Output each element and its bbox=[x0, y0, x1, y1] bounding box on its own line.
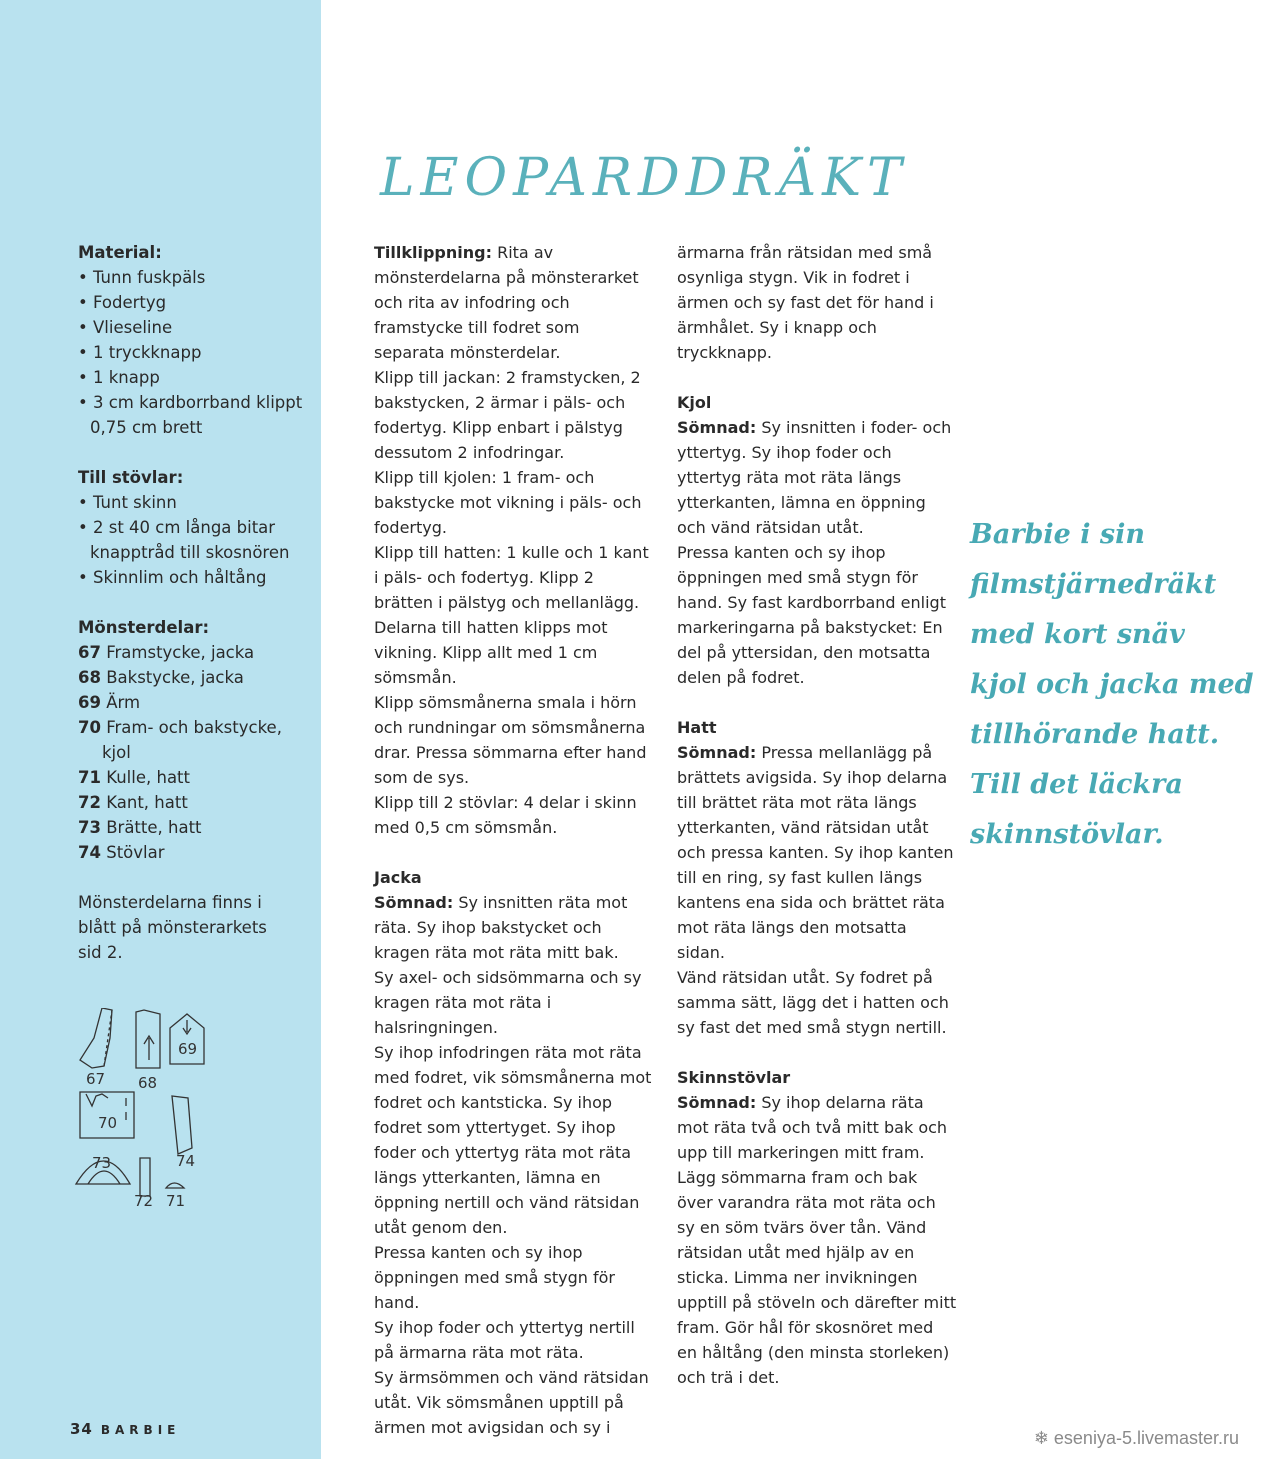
list-item: 69 Ärm bbox=[78, 693, 141, 712]
diagram-label: 70 bbox=[98, 1114, 118, 1132]
list-item: • 2 st 40 cm långa bitar knapptråd till skosnören bbox=[78, 515, 308, 565]
pattern-piece-71 bbox=[166, 1183, 184, 1188]
page-footer bbox=[70, 1420, 180, 1438]
diagram-label: 72 bbox=[134, 1192, 154, 1210]
quote-line: Barbie i sin bbox=[970, 519, 1145, 550]
paragraph: Sömnad: Sy insnitten räta mot räta. Sy ihop bakstycket och kragen räta mot räta mitt bak. bbox=[374, 893, 628, 962]
diagram-label: 69 bbox=[178, 1040, 198, 1058]
diagram-label: 73 bbox=[92, 1154, 112, 1172]
watermark: ❄ eseniya-5.livemaster.ru bbox=[1033, 1428, 1239, 1448]
book-title: BARBIE bbox=[100, 1423, 181, 1437]
instructions-column-1 bbox=[374, 240, 654, 1440]
materials-block bbox=[78, 240, 308, 440]
diagram-label: 68 bbox=[138, 1074, 158, 1092]
paragraph: Sömnad: Sy insnitten i foder- och yttertyg. Sy ihop foder och yttertyg räta mot räta längs ytterkanten, lämna en öppning och vänd rätsidan utåt. bbox=[677, 418, 952, 537]
parts-block bbox=[78, 615, 308, 865]
list-item: • Vlieseline bbox=[78, 315, 308, 340]
pull-quote bbox=[970, 510, 1254, 860]
paragraph: Klipp till kjolen: 1 fram- och bakstycke mot vikning i päls- och fodertyg. bbox=[374, 468, 642, 537]
paragraph: Sy ihop infodringen räta mot räta med fodret, vik sömsmånerna mot fodret och kantsticka. Sy ihop fodret som yttertyget. Sy ihop foder och yttertyg räta mot räta längs ytterkanten, lämna en öppning nertill och vänd rätsidan utåt genom den. bbox=[374, 1043, 652, 1237]
paragraph: Klipp sömsmånerna smala i hörn och rundningar om sömsmånerna drar. Pressa sömmarna efter hand som de sys. bbox=[374, 693, 647, 787]
materials-list bbox=[78, 265, 308, 440]
page-title: LEOPARDDRÄKT bbox=[380, 148, 908, 208]
list-item: • 1 knapp bbox=[78, 365, 308, 390]
paragraph: Pressa kanten och sy ihop öppningen med små stygn för hand. Sy fast kardborrband enligt markeringarna på bakstycket: En del på yttersidan, den motsatta delen på fodret. bbox=[677, 543, 946, 687]
paragraph: Vänd rätsidan utåt. Sy fodret på samma sätt, lägg det i hatten och sy fast det med små stygn nertill. bbox=[677, 968, 949, 1037]
page-number: 34 bbox=[70, 1420, 93, 1438]
list-item: 71 Kulle, hatt bbox=[78, 768, 190, 787]
diagram-label: 71 bbox=[166, 1192, 186, 1210]
pattern-note: Mönsterdelarna finns i blått på mönsterarkets sid 2. bbox=[78, 893, 267, 962]
paragraph: Tillklippning: Rita av mönsterdelarna på mönsterarket och rita av infodring och framstycke till fodret som separata mönsterdelar. bbox=[374, 243, 639, 362]
quote-line: skinnstövlar. bbox=[970, 819, 1164, 850]
paragraph: Klipp till jackan: 2 framstycken, 2 bakstycken, 2 ärmar i päls- och fodertyg. Klipp enbart i pälstyg dessutom 2 infodringar. bbox=[374, 368, 641, 462]
paragraph: Sy axel- och sidsömmarna och sy kragen räta mot räta i halsringningen. bbox=[374, 968, 642, 1037]
list-item: 67 Framstycke, jacka bbox=[78, 643, 255, 662]
list-item: 72 Kant, hatt bbox=[78, 793, 188, 812]
pattern-piece-68 bbox=[136, 1010, 160, 1068]
diagram-label: 74 bbox=[176, 1152, 196, 1170]
list-item: 74 Stövlar bbox=[78, 843, 165, 862]
paragraph: Sömnad: Pressa mellanlägg på brättets avigsida. Sy ihop delarna till brättet räta mot räta längs ytterkanten, vänd rätsidan utåt och pressa kanten. Sy ihop kanten till en ring, sy fast kullen längs kantens ena sida och brättet räta mot räta längs den motsatta sidan. bbox=[677, 743, 954, 962]
quote-line: kjol och jacka med bbox=[970, 669, 1254, 700]
instructions-column-2 bbox=[677, 240, 957, 1390]
section-heading-skinnstovlar: Skinnstövlar bbox=[677, 1068, 791, 1087]
section-heading-kjol: Kjol bbox=[677, 393, 712, 412]
paragraph: Sy ärmsömmen och vänd rätsidan utåt. Vik sömsmånen upptill på ärmen mot avigsidan och sy i bbox=[374, 1368, 649, 1437]
list-item: • Skinnlim och håltång bbox=[78, 565, 308, 590]
section-heading-jacka: Jacka bbox=[374, 868, 422, 887]
snowflake-icon: ❄ bbox=[1033, 1428, 1054, 1448]
paragraph: Sy ihop foder och yttertyg nertill på ärmarna räta mot räta. bbox=[374, 1318, 635, 1362]
pattern-diagram bbox=[74, 1008, 234, 1218]
materials-heading: Material: bbox=[78, 243, 162, 262]
diagram-label: 67 bbox=[86, 1070, 106, 1088]
list-item: 70 Fram- och bakstycke, bbox=[78, 718, 282, 737]
list-item: • Tunt skinn bbox=[78, 490, 308, 515]
boots-block bbox=[78, 465, 308, 590]
boots-list bbox=[78, 490, 308, 590]
quote-line: Till det läckra bbox=[970, 769, 1183, 800]
paragraph: ärmarna från rätsidan med små osynliga stygn. Vik in fodret i ärmen och sy fast det för hand i ärmhålet. Sy i knapp och tryckknapp. bbox=[677, 243, 934, 362]
quote-line: tillhörande hatt. bbox=[970, 719, 1220, 750]
list-item: • 3 cm kardborrband klippt 0,75 cm brett bbox=[78, 390, 308, 440]
list-item: 68 Bakstycke, jacka bbox=[78, 668, 244, 687]
paragraph: Klipp till hatten: 1 kulle och 1 kant i päls- och fodertyg. Klipp 2 brätten i pälstyg och mellanlägg. Delarna till hatten klipps mot vikning. Klipp allt med 1 cm sömsmån. bbox=[374, 543, 649, 687]
pattern-piece-74 bbox=[172, 1096, 192, 1154]
boots-heading: Till stövlar: bbox=[78, 468, 184, 487]
pattern-piece-72 bbox=[140, 1158, 150, 1196]
quote-line: med kort snäv bbox=[970, 619, 1185, 650]
paragraph: Pressa kanten och sy ihop öppningen med små stygn för hand. bbox=[374, 1243, 615, 1312]
list-item: • Fodertyg bbox=[78, 290, 308, 315]
list-item: kjol bbox=[102, 743, 131, 762]
paragraph: Sömnad: Sy ihop delarna räta mot räta två och två mitt bak och upp till markeringen mitt fram. Lägg sömmarna fram och bak över varandra räta mot räta och sy en söm tvärs över tån. Vänd rätsidan utåt med hjälp av en sticka. Limma ner invikningen upptill på stöveln och därefter mitt fram. Gör hål för skosnöret med en håltång (den minsta storleken) och trä i det. bbox=[677, 1093, 957, 1387]
paragraph: Klipp till 2 stövlar: 4 delar i skinn med 0,5 cm sömsmån. bbox=[374, 793, 637, 837]
parts-heading: Mönsterdelar: bbox=[78, 618, 210, 637]
list-item: • Tunn fuskpäls bbox=[78, 265, 308, 290]
pattern-piece-67 bbox=[80, 1008, 112, 1068]
section-heading-hatt: Hatt bbox=[677, 718, 717, 737]
list-item: • 1 tryckknapp bbox=[78, 340, 308, 365]
list-item: 73 Brätte, hatt bbox=[78, 818, 202, 837]
quote-line: filmstjärnedräkt bbox=[970, 569, 1217, 600]
